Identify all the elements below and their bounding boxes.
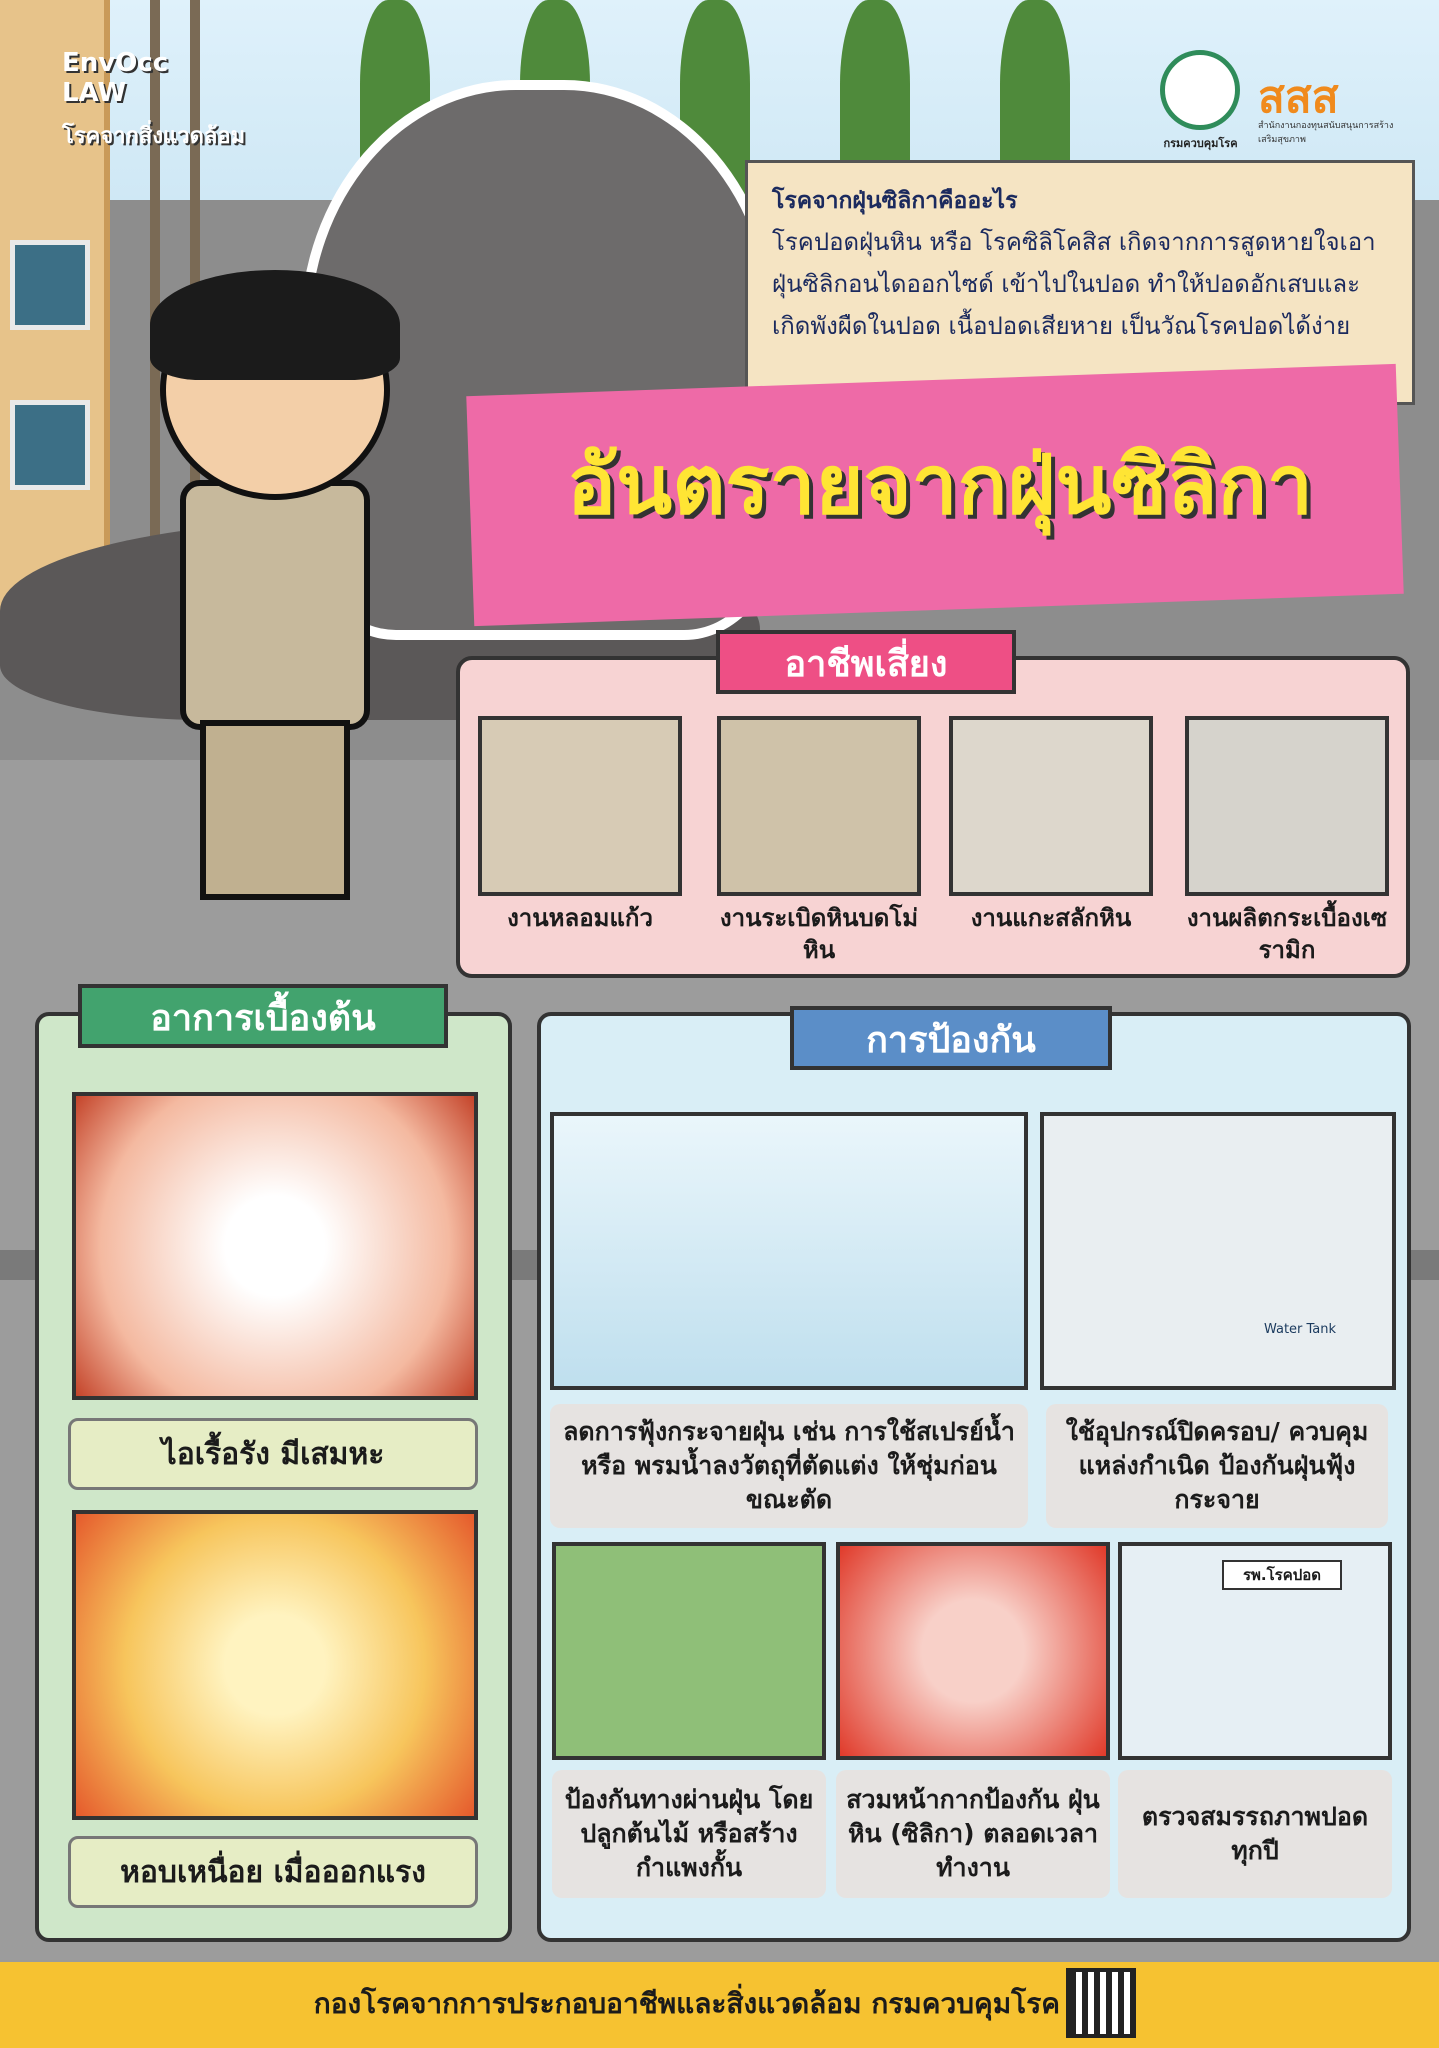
job-ceramic-tile-illustration: [1185, 716, 1389, 896]
job-glass-melting-illustration: [478, 716, 682, 896]
envocc-logo-line1: EnvOcc: [62, 48, 169, 78]
prevention-lung-check-illustration: [1118, 1542, 1392, 1760]
footer-text: กองโรคจากการประกอบอาชีพและสิ่งแวดล้อม กรมควบคุมโรค: [313, 1987, 1060, 2020]
ssk-logo-label: สำนักงานกองทุนสนับสนุนการสร้างเสริมสุขภาพ: [1258, 121, 1394, 145]
risky-jobs-label: อาชีพเสี่ยง: [716, 630, 1016, 694]
symptom-caption: ไอเรื้อรัง มีเสมหะ: [68, 1418, 478, 1490]
prevention-caption: ลดการฟุ้งกระจายฝุ่น เช่น การใช้สเปรย์น้ำ หรือ พรมน้ำลงวัตถุที่ตัดแต่ง ให้ชุ่มก่อนขณะตัด: [550, 1404, 1028, 1528]
ssk-logo: สสส: [1258, 72, 1339, 123]
prevention-mask-illustration: [836, 1542, 1110, 1760]
job-stone-blasting-illustration: [717, 716, 921, 896]
prevention-enclosure-illustration: [1040, 1112, 1396, 1390]
ddc-logo-label: กรมควบคุมโรค: [1163, 137, 1238, 150]
prevention-caption: ป้องกันทางผ่านฝุ่น โดยปลูกต้นไม้ หรือสร้างกำแพงกั้น: [552, 1770, 826, 1898]
info-body: โรคปอดฝุ่นหิน หรือ โรคซิลิโคสิส เกิดจากการสูดหายใจเอาฝุ่นซิลิกอนไดออกไซด์ เข้าไปในปอด ทำให้ปอดอักเสบและเกิดพังผืดในปอด เนื้อปอดเสียหาย เป็นวัณโรคปอดได้ง่าย: [772, 228, 1376, 340]
building-window: [10, 400, 90, 490]
building-window: [10, 240, 90, 330]
symptom-breathless-illustration: [72, 1510, 478, 1820]
job-label: งานแกะสลักหิน: [970, 904, 1132, 932]
symptom-caption: หอบเหนื่อย เมื่อออกแรง: [68, 1836, 478, 1908]
info-title: โรคจากฝุ่นซิลิกาคืออะไร: [772, 188, 1018, 214]
character-hair: [150, 270, 400, 380]
main-title: อันตรายจากฝุ่นซิลิกา: [566, 438, 1314, 533]
envocc-logo: [62, 48, 262, 158]
character-legs: [200, 720, 350, 900]
water-tank-label: Water Tank: [1263, 1322, 1337, 1337]
worker-character-illustration: [150, 280, 400, 900]
envocc-logo-line2: LAW: [62, 78, 127, 108]
hospital-sign: รพ.โรคปอด: [1222, 1560, 1342, 1590]
symptoms-label: อาการเบื้องต้น: [78, 984, 448, 1048]
job-label: งานระเบิดหินบดโม่หิน: [719, 904, 919, 964]
envocc-logo-subtitle: โรคจากสิ่งแวดล้อม: [62, 124, 246, 149]
job-stone-carving-illustration: [949, 716, 1153, 896]
prevention-caption: ตรวจสมรรถภาพปอด ทุกปี: [1118, 1770, 1392, 1898]
job-label: งานผลิตกระเบื้องเซรามิก: [1186, 904, 1388, 964]
prevention-caption: สวมหน้ากากป้องกัน ฝุ่นหิน (ซิลิกา) ตลอดเวลาทำงาน: [836, 1770, 1110, 1898]
prevention-trees-illustration: [552, 1542, 826, 1760]
prevention-water-spray-illustration: [550, 1112, 1028, 1390]
ddc-logo-icon: [1160, 50, 1240, 130]
job-label: งานหลอมแก้ว: [507, 904, 653, 932]
prevention-label: การป้องกัน: [790, 1006, 1112, 1070]
qr-code-icon[interactable]: [1066, 1968, 1136, 2038]
prevention-caption: ใช้อุปกรณ์ปิดครอบ/ ควบคุมแหล่งกำเนิด ป้องกันฝุ่นฟุ้งกระจาย: [1046, 1404, 1388, 1528]
character-body: [180, 480, 370, 730]
symptom-cough-illustration: [72, 1092, 478, 1400]
